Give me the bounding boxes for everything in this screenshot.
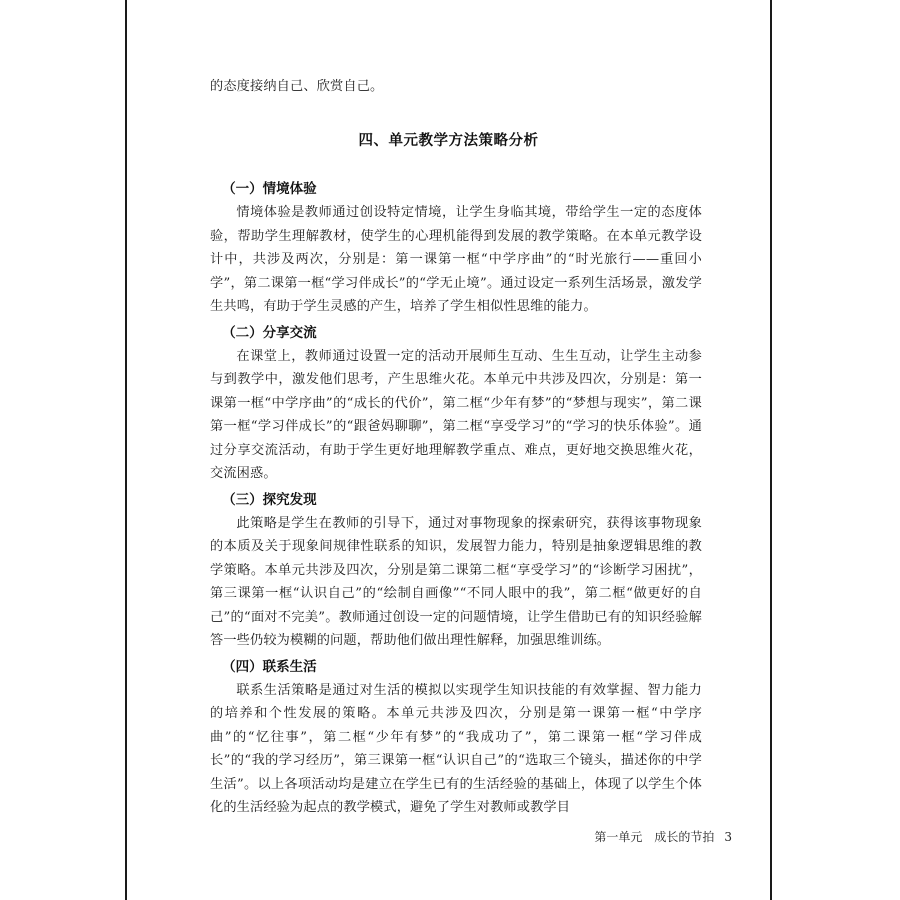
section-heading: （二）分享交流 xyxy=(222,324,317,341)
section-paragraph: 在课堂上，教师通过设置一定的活动开展师生互动、生生互动，让学生主动参与到教学中，激发他们思考，产生思维火花。本单元中共涉及四次，分别是：第一课第一框“中学序曲”的“成长的代价”，第二框“少年有梦”的“梦想与现实”，第二课第一框“学习伴成长”的“跟爸妈聊聊”，第二框“享受学习”的“学习的快乐体验”。通过分享交流活动，有助于学生更好地理解教学重点、难点，更好地交换思维火花，交流困惑。 xyxy=(210,348,702,481)
section-heading: （四）联系生活 xyxy=(222,658,317,675)
section-paragraph: 此策略是学生在教师的引导下，通过对事物现象的探索研究，获得该事物现象的本质及关于现象间规律性联系的知识，发展智力能力，特别是抽象逻辑思维的教学策略。本单元共涉及四次，分别是第二课第二框“享受学习”的“诊断学习困扰”，第三课第一框“认识自己”的“绘制自画像”“不同人眼中的我”，第二框“做更好的自己”的“面对不完美”。教师通过创设一定的问题情境，让学生借助已有的知识经验解答一些仍较为模糊的问题，帮助他们做出理性解释，加强思维训练。 xyxy=(210,515,702,648)
section-title: 四、单元教学方法策略分析 xyxy=(358,133,539,149)
section-inquiry-discovery xyxy=(210,488,702,653)
running-title: 第一单元 成长的节拍 xyxy=(594,830,715,844)
section-paragraph: 情境体验是教师通过创设特定情境，让学生身临其境，带给学生一定的态度体验，帮助学生理解教材，使学生的心理机能得到发展的教学策略。在本单元教学设计中，共涉及两次，分别是：第一课第一框“中学序曲”的“时光旅行——重回小学”，第二课第一框“学习伴成长”的“学无止境”。通过设定一系列生活场景，激发学生共鸣，有助于学生灵感的产生，培养了学生相似性思维的能力。 xyxy=(210,205,702,314)
section-sharing-exchange xyxy=(210,321,702,486)
section-connect-life xyxy=(210,655,702,820)
intro-block xyxy=(210,75,702,99)
page-footer xyxy=(594,828,732,845)
section-paragraph: 联系生活策略是通过对生活的模拟以实现学生知识技能的有效掌握、智力能力的培养和个性发展的策略。本单元共涉及四次，分别是第一课第一框“中学序曲”的“忆往事”，第二框“少年有梦”的“我成功了”，第二课第一框“学习伴成长”的“我的学习经历”，第三课第一框“认识自己”的“选取三个镜头，描述你的中学生活”。以上各项活动均是建立在学生已有的生活经验的基础上，体现了以学生个体化的生活经验为起点的教学模式，避免了学生对教师或教学目 xyxy=(210,682,702,815)
section-heading: （一）情境体验 xyxy=(222,181,317,197)
section-heading: （三）探究发现 xyxy=(222,491,317,508)
book-page xyxy=(125,0,772,900)
intro-line: 的态度接纳自己、欣赏自己。 xyxy=(210,79,384,94)
section-situational-experience xyxy=(210,177,702,319)
page-number: 3 xyxy=(724,830,732,844)
body-sections xyxy=(210,177,702,820)
